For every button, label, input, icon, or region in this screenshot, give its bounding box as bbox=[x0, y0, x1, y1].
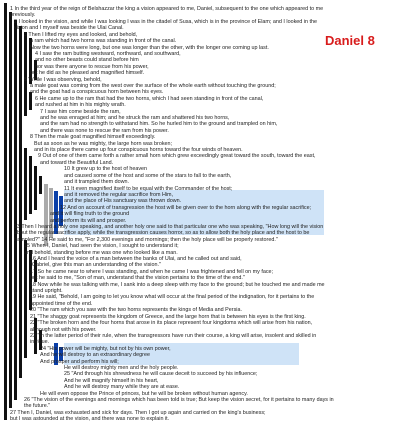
verse-line: And he will magnify himself in his heart, bbox=[64, 377, 159, 384]
verse-line: 5 While I was observing, behold, bbox=[24, 76, 102, 83]
verse-line: 3 Then I lifted my eyes and looked, and behold, bbox=[24, 31, 138, 38]
verse-line: a male goat was coming from the west over the surface of the whole earth without touching the ground; bbox=[30, 82, 276, 89]
outline-bracket bbox=[9, 12, 12, 408]
verse-line: And he will destroy many while they are at ease. bbox=[64, 384, 180, 391]
verse-line: and he was enraged at him; and he struck the ram and shattered his two horns, bbox=[40, 115, 230, 121]
verse-line: nor was there anyone to rescue from his power, bbox=[35, 63, 149, 70]
verse-line: vision and I myself was beside the Ulai Canal. bbox=[14, 25, 124, 32]
verse-line: 1 In the third year of the reign of Belshazzar the king a vision appeared to me, Daniel, subsequent to the one which appeared to me bbox=[10, 6, 324, 12]
verse-line: 2 I looked in the vision, and while I was looking I was in the citadel of Susa, which is in the province of Elam; and I looked in the bbox=[14, 18, 317, 25]
verse-line: 9 Out of one of them came forth a rather small horn which grew exceedingly great toward the south, toward the east, bbox=[38, 153, 316, 160]
outline-bracket bbox=[34, 166, 37, 210]
chapter-title: Daniel 8 bbox=[325, 33, 375, 48]
verse-line: 23 "In the latter period of their rule, when the transgressors have run their course, a king will arise, insolent and skilled in bbox=[30, 332, 317, 339]
outline-bracket bbox=[24, 240, 27, 358]
verse-line: and no other beasts could stand before him bbox=[35, 57, 139, 64]
outline-bracket bbox=[24, 32, 27, 116]
verse-line: and the goat had a conspicuous horn between his eyes. bbox=[30, 89, 164, 96]
verse-line: And prosper and perform his will; bbox=[40, 358, 119, 365]
verse-line: 6 He came up to the ram that had the two horns, which I had seen standing in front of the canal, bbox=[35, 95, 264, 102]
verse-line: 22 "The broken horn and the four horns that arose in its place represent four kingdoms which will arise from his nation, bbox=[30, 320, 313, 327]
verse-line: But as soon as he was mighty, the large horn was broken; bbox=[34, 140, 173, 147]
verse-line: intrigue. bbox=[30, 339, 50, 346]
verse-line: and the ram had no strength to withstand him. So he hurled him to the ground and trampled on him, bbox=[40, 121, 278, 128]
verse-line: 7 I saw him come beside the ram, bbox=[40, 108, 121, 115]
verse-line: trampled?" 14 He said to me, "For 2,300 evenings and mornings; then the holy place will be properly restored." bbox=[14, 236, 278, 243]
verse-line: and in its place there came up four conspicuous horns toward the four winds of heaven. bbox=[34, 147, 243, 153]
verse-line: although not with his power. bbox=[30, 326, 97, 333]
verse-line: a ram which had two horns was standing in front of the canal. bbox=[30, 38, 177, 44]
verse-line: "Gabriel, give this man an understanding of the vision." bbox=[30, 262, 161, 269]
verse-line: appointed time of the end. bbox=[30, 300, 93, 307]
verse-line: 12 And on account of transgression the host will be given over to the horn along with the regular sacrifice; bbox=[60, 204, 312, 211]
verse-line: 26 "The vision of the evenings and mornings which has been told is true; But keep the vision secret, for it pertains to many days in bbox=[24, 397, 334, 403]
verse-line: 20 "The ram which you saw with the two horns represents the kings of Media and Persia. bbox=[30, 307, 242, 314]
verse-line: 15 When I, Daniel, had seen the vision, I sought to understand it; bbox=[24, 243, 179, 250]
verse-line: and behold, standing before me was one who looked like a man. bbox=[24, 249, 178, 256]
verse-line: 8 Then the male goat magnified himself exceedingly. bbox=[30, 134, 156, 141]
verse-line: but he said to me, "Son of man, understand that the vision pertains to the time of the end." bbox=[30, 275, 245, 282]
verse-line: and perform its will and prosper. bbox=[50, 217, 127, 224]
verse-line: And he will destroy to an extraordinary degree bbox=[40, 352, 150, 359]
verse-line: He will destroy mighty men and the holy people. bbox=[64, 365, 179, 371]
verse-line: 17 So he came near to where I was standing, and when he came I was frightened and fell on my face; bbox=[30, 268, 274, 275]
verse-line: 25 "And through his shrewdness he will cause deceit to succeed by his influence; bbox=[64, 371, 258, 378]
verse-line: 10 It grew up to the host of heaven bbox=[64, 166, 148, 173]
verse-line: 24 "His power will be mighty, but not by his own power, bbox=[40, 345, 171, 352]
verse-line: and there was none to rescue the ram from his power. bbox=[40, 127, 169, 134]
verse-line: the future." bbox=[24, 403, 51, 410]
verse-line: 19 He said, "Behold, I am going to let you know what will occur at the final period of the indignation, for it pertains to the bbox=[30, 294, 315, 301]
verse-line: Now the two horns were long, but one was longer than the other, with the longer one coming up last. bbox=[30, 44, 269, 51]
verse-line: 4 I saw the ram butting westward, northward, and southward, bbox=[35, 50, 181, 57]
verse-line: but he did as he pleased and magnified himself. bbox=[30, 70, 145, 77]
verse-line: about the regular sacrifice apply, while the transgression causes horror, so as to allow both the holy place and the host to be bbox=[14, 230, 310, 237]
verse-line: 21 "The shaggy goat represents the kingdom of Greece, and the large horn that is between his eyes is the first king. bbox=[30, 313, 306, 320]
outline-bracket bbox=[4, 3, 7, 420]
verse-line: stand upright. bbox=[30, 288, 63, 294]
verse-line: and it trampled them down. bbox=[64, 179, 130, 186]
verse-line: He will even oppose the Prince of princes, but he will be broken without human agency. bbox=[40, 390, 248, 397]
verse-line: 27 Then I, Daniel, was exhausted and sick for days. Then I got up again and carried on the king's business; bbox=[10, 409, 266, 416]
verse-line: and it will fling truth to the ground bbox=[50, 211, 130, 218]
outline-bracket bbox=[29, 156, 32, 214]
verse-line: 11 It even magnified itself to be equal with the Commander of the host; bbox=[64, 185, 233, 192]
verse-line: 18 Now while he was talking with me, I sank into a deep sleep with my face to the ground; but he touched me and made me bbox=[30, 281, 325, 288]
verse-line: and rushed at him in his mighty wrath. bbox=[35, 102, 126, 109]
outline-bracket bbox=[24, 148, 27, 220]
verse-line: 13 Then I heard a holy one speaking, and another holy one said to that particular one who was speaking, "How long will the vision bbox=[14, 223, 324, 230]
verse-line: and the place of His sanctuary was thrown down. bbox=[64, 198, 182, 205]
verse-line: and it removed the regular sacrifice from Him, bbox=[64, 191, 174, 198]
verse-line: and caused some of the host and some of the stars to fall to the earth, bbox=[64, 172, 232, 179]
verse-line: and toward the Beautiful Land. bbox=[40, 159, 114, 166]
verse-line: 16 And I heard the voice of a man between the banks of Ulai, and he called out and said, bbox=[30, 256, 242, 262]
outline-bracket bbox=[19, 26, 22, 378]
outline-bracket bbox=[14, 20, 17, 400]
outline-bracket bbox=[39, 176, 42, 194]
verse-line: but I was astounded at the vision, and there was none to explain it. bbox=[10, 416, 170, 423]
verse-line: previously. bbox=[10, 12, 36, 19]
